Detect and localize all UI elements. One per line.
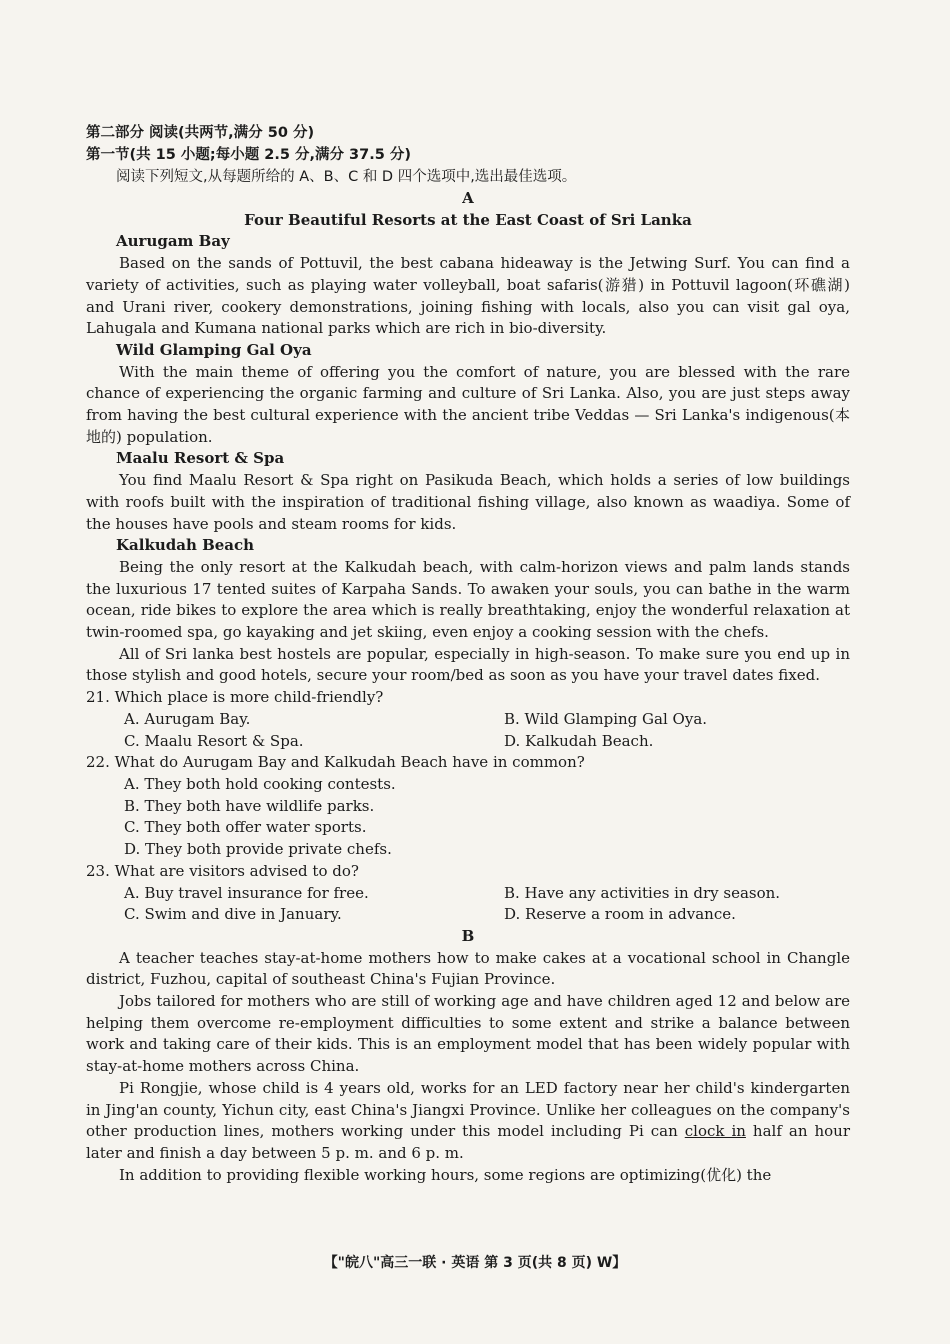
question-stem: 22. What do Aurugam Bay and Kalkudah Beach have in common?: [86, 753, 585, 772]
question-stem: 21. Which place is more child-friendly?: [86, 688, 384, 707]
resort-heading: Aurugam Bay: [116, 232, 230, 251]
option: A. Aurugam Bay.: [124, 709, 251, 728]
resort-heading: Maalu Resort & Spa: [116, 449, 285, 468]
paragraph-text: half an hour later and finish a day between 5 p. m. and 6 p. m.: [86, 1122, 851, 1162]
section-heading: 第一节(共 15 小题;每小题 2.5 分,满分 37.5 分): [86, 147, 411, 163]
option: B. Wild Glamping Gal Oya.: [504, 709, 708, 728]
page-footer: 【"皖八"高三一联 · 英语 第 3 页(共 8 页) W】: [323, 1255, 627, 1271]
question-stem: 23. What are visitors advised to do?: [86, 861, 359, 880]
passage-a-closing: All of Sri lanka best hostels are popular, especially in high-season. To make sure you end up in those stylish and good hotels, secure your room/bed as soon as you have your travel dates fixed.: [86, 644, 850, 685]
resort-heading: Wild Glamping Gal Oya: [116, 340, 312, 359]
passage-b-letter: B: [461, 926, 475, 945]
passage-b-paragraph: In addition to providing flexible working hours, some regions are optimizing(优化) the: [119, 1165, 772, 1184]
option: A. Buy travel insurance for free.: [124, 883, 369, 902]
option: D. Kalkudah Beach.: [504, 731, 654, 750]
resort-heading: Kalkudah Beach: [116, 536, 255, 555]
passage-b-paragraph: Jobs tailored for mothers who are still of working age and have children aged 12 and below are helping them overcome re-employment difficulties to some extent and strike a balance between work and taking care of their kids. This is an employment model that has been widely popular with stay-at-home mothers across China.: [86, 992, 850, 1076]
option: B. They both have wildlife parks.: [124, 796, 375, 815]
resort-text: You find Maalu Resort & Spa right on Pasikuda Beach, which holds a series of low buildings with roofs built with the inspiration of traditional fishing village, also known as waadiya. Some of the houses have pools and steam rooms for kids.: [86, 471, 850, 533]
option: C. They both offer water sports.: [124, 818, 367, 837]
paragraph-text: Pi Rongjie, whose child is 4 years old, works for an LED factory near her child's kindergarten in Jing'an county, Yichun city, east China's Jiangxi Province. Unlike her colleagues on the company's other production lines, mothers working under this model including Pi can: [86, 1078, 850, 1141]
passage-b-paragraph: [86, 1078, 850, 1165]
option: A. They both hold cooking contests.: [124, 774, 396, 793]
option: D. They both provide private chefs.: [124, 840, 392, 859]
underlined-phrase: clock in: [684, 1122, 746, 1141]
option: B. Have any activities in dry season.: [504, 883, 781, 902]
passage-b-paragraph: A teacher teaches stay-at-home mothers how to make cakes at a vocational school in Changle district, Fuzhou, capital of southeast China's Fujian Province.: [86, 948, 850, 989]
option: C. Maalu Resort & Spa.: [124, 731, 304, 750]
passage-a-title: Four Beautiful Resorts at the East Coast of Sri Lanka: [244, 210, 692, 229]
option: D. Reserve a room in advance.: [504, 905, 736, 924]
question-options: [86, 709, 850, 752]
question-options: [86, 883, 850, 926]
part-heading: 第二部分 阅读(共两节,满分 50 分): [86, 125, 315, 141]
resort-text: Based on the sands of Pottuvil, the best cabana hideaway is the Jetwing Surf. You can find a variety of activities, such as playing water volleyball, boat safaris(游猎) in Pottuvil lagoon(环礁湖) and Urani river, cookery demonstrations, joining fishing with locals, also you can visit gal oya, Lahugala and Kumana national parks which are rich in bio-diversity.: [86, 254, 850, 338]
option: C. Swim and dive in January.: [124, 905, 342, 924]
resort-text: With the main theme of offering you the comfort of nature, you are blessed with the rare chance of experiencing the organic farming and culture of Sri Lanka. Also, you are just steps away from having the best cultural experience with the ancient tribe Veddas — Sri Lanka's indigenous(本地的) population.: [86, 362, 850, 446]
instruction: 阅读下列短文,从每题所给的 A、B、C 和 D 四个选项中,选出最佳选项。: [116, 169, 577, 185]
passage-a-letter: A: [462, 189, 474, 207]
resort-text: Being the only resort at the Kalkudah beach, with calm-horizon views and palm lands stands the luxurious 17 tented suites of Karpaha Sands. To awaken your souls, you can bathe in the warm ocean, ride bikes to explore the area which is really breathtaking, enjoy the wonderful relaxation at twin-roomed spa, go kayaking and jet skiing, even enjoy a cooking session with the chefs.: [86, 557, 850, 642]
page-content: [86, 122, 850, 1186]
